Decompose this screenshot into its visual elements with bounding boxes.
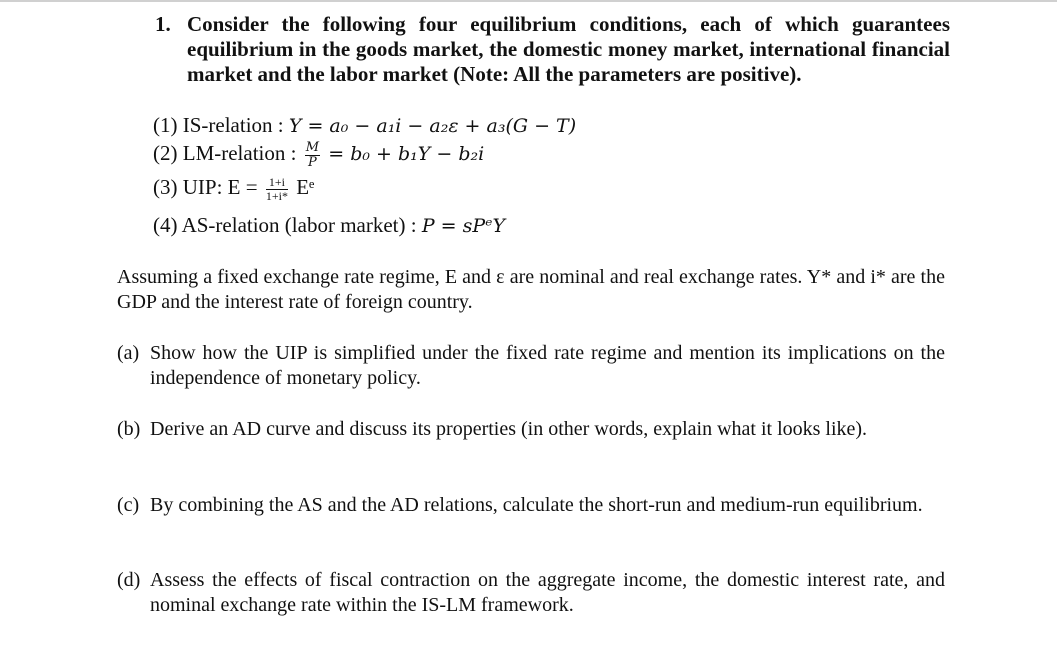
part-label: (c) <box>117 494 140 516</box>
equation-label: (1) IS-relation : <box>153 113 284 137</box>
part-d <box>117 568 945 618</box>
fraction-denominator: 1+i* <box>265 188 288 203</box>
fraction-numerator: M <box>305 139 320 155</box>
equation-uip <box>153 175 314 202</box>
top-border <box>0 0 1057 2</box>
equation-label: (3) UIP: E = <box>153 175 258 199</box>
question-number: 1. <box>155 12 171 36</box>
part-label: (d) <box>117 569 141 591</box>
assumption-paragraph: Assuming a fixed exchange rate regime, E and ε are nominal and real exchange rates. Y* and i* are the GDP and the interest rate of foreign country. <box>117 266 945 313</box>
part-text: Assess the effects of fiscal contraction on the aggregate income, the domestic interest rate, and nominal exchange rate within the IS-LM framework. <box>150 569 945 616</box>
fraction-interest-ratio <box>265 174 288 203</box>
fraction-numerator: 1+i <box>266 177 288 190</box>
equation-is <box>153 113 576 138</box>
fraction-m-over-p <box>305 139 320 170</box>
part-c <box>117 493 945 518</box>
equation-formula: Y = a₀ − a₁i − a₂ε + a₃(G − T) <box>288 115 577 137</box>
equation-formula: P = sPᵉY <box>421 215 506 237</box>
equation-label: (4) AS-relation (labor market) : <box>153 213 417 237</box>
fraction-denominator: P <box>307 154 317 170</box>
equation-as <box>153 213 505 238</box>
equation-label: (2) LM-relation : <box>153 141 297 165</box>
equation-lm <box>153 141 484 169</box>
equation-rhs: = b₀ + b₁Y − b₂i <box>328 143 485 165</box>
question-text: Consider the following four equilibrium conditions, each of which guarantees equilibrium in the goods market, the domestic money market, international financial market and the labor market (Note: All the parameters are positive). <box>187 12 950 86</box>
part-text: Show how the UIP is simplified under the fixed rate regime and mention its implications on the independence of monetary policy. <box>150 342 945 389</box>
part-text: Derive an AD curve and discuss its properties (in other words, explain what it looks like). <box>150 418 868 440</box>
part-label: (a) <box>117 342 140 364</box>
part-b <box>117 417 945 442</box>
question-heading <box>155 12 950 87</box>
part-label: (b) <box>117 418 141 440</box>
equation-rhs: Eᵉ <box>296 175 315 199</box>
part-a <box>117 341 945 391</box>
part-text: By combining the AS and the AD relations, calculate the short-run and medium-run equilibrium. <box>150 494 923 516</box>
